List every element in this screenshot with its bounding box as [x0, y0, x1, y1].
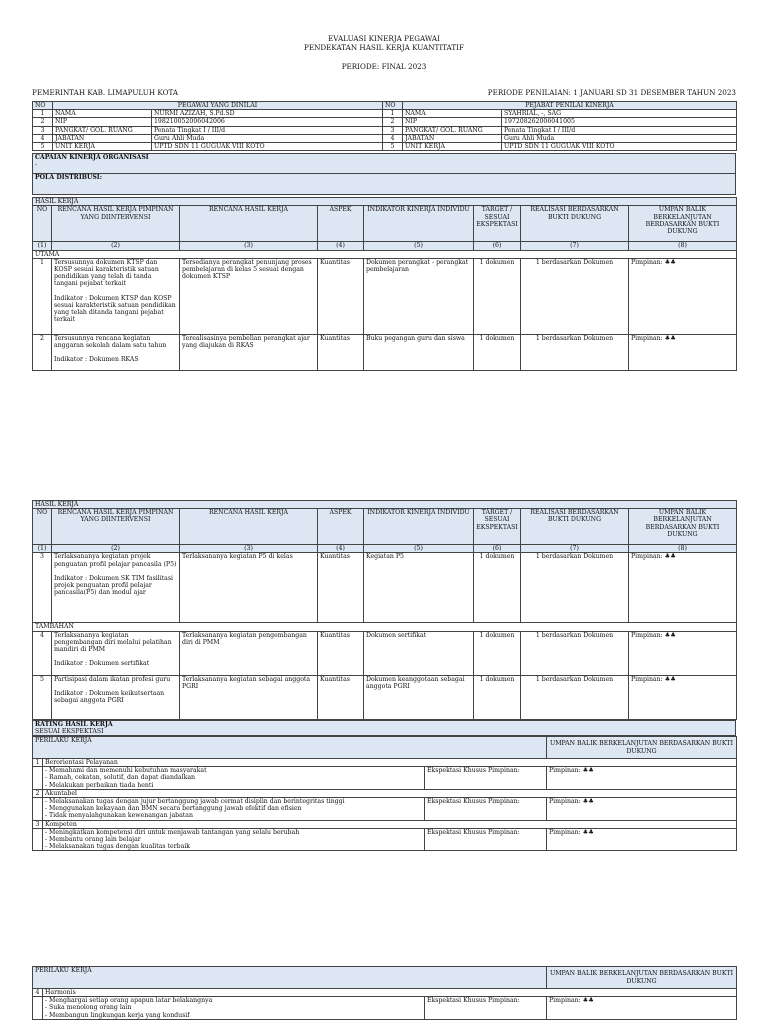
identity-row: 2 NIP 198210052006042006 2 NIP 197208262006041005	[33, 118, 737, 126]
rating-table	[32, 720, 736, 736]
ekspektasi-label: Ekspektasi Khusus Pimpinan:	[425, 798, 547, 821]
perilaku-table	[32, 736, 737, 851]
document-header	[32, 34, 736, 71]
identity-row: 4 JABATAN Guru Ahli Muda 4 JABATAN Guru Ahli Muda	[33, 134, 737, 142]
identity-section	[32, 101, 736, 371]
pegawai-nip: 198210052006042006	[152, 118, 383, 126]
col-rhk-pimpinan: RENCANA HASIL KERJA PIMPINAN YANG DIINTERVENSI	[52, 206, 180, 242]
pegawai-jabatan: Guru Ahli Muda	[152, 134, 383, 142]
identity-row: 3 PANGKAT/ GOL. RUANG Penata Tingkat I / III/d 3 PANGKAT/ GOL. RUANG Penata Tingkat I / III/d	[33, 126, 737, 134]
perilaku-detail-row: - Memahami dan memenuhi kebutuhan masyarakat - Ramah, cekatan, solutif, dan dapat diandalkan - Melakukan perbaikan tiada henti Ekspektasi Khusus Pimpinan: Pimpinan: ♣♣	[33, 767, 737, 790]
page-2	[32, 500, 736, 851]
hasil-kerja-title: HASIL KERJA	[33, 501, 737, 509]
ekspektasi-label: Ekspektasi Khusus Pimpinan:	[425, 828, 547, 851]
doc-title-1: EVALUASI KINERJA PEGAWAI	[328, 34, 440, 43]
rating-cell	[33, 720, 736, 735]
col-rhk: RENCANA HASIL KERJA	[180, 206, 318, 242]
pejabat-unit: UPTD SDN 11 GUGUAK VIII KOTO	[502, 143, 737, 151]
identity-row: 5 UNIT KERJA UPTD SDN 11 GUGUAK VIII KOTO 5 UNIT KERJA UPTD SDN 11 GUGUAK VIII KOTO	[33, 143, 737, 151]
section-utama: UTAMA	[33, 250, 737, 258]
pejabat-nip: 197208262006041005	[502, 118, 737, 126]
identity-row: 1 NAMA NURMI AZIZAH, S.Pd.SD 1 NAMA SYAHRIAL, -, SAG	[33, 110, 737, 118]
pimpinan-feedback: Pimpinan: ♣♣	[547, 997, 737, 1020]
pimpinan-feedback: Pimpinan: ♣♣	[547, 767, 737, 790]
perilaku-umpan-title: UMPAN BALIK BERKELANJUTAN BERDASARKAN BUKTI DUKUNG	[547, 967, 737, 989]
table-row: 1 Tersusunnya dokumen KTSP dan KOSP sesuai karakteristik satuan pendidikan yang telah di tanda tangani pejabat terkait Indikator : Dokumen KTSP dan KOSP sesuai karakteristik satuan pendidikan yang telah ditanda tangani pejabat terkait Tersedianya perangkat penunjang proses pembelajaran di kelas 5 sesuai dengan dokumen KTSP Kuantitas Dokumen perangkat - perangkat pembelajaran 1 dokumen 1 berdasarkan Dokumen Pimpinan: ♣♣	[33, 258, 737, 334]
pegawai-nama: NURMI AZIZAH, S.Pd.SD	[152, 110, 383, 118]
hasil-kerja-table-2: HASIL KERJA NO RENCANA HASIL KERJA PIMPINAN YANG DIINTERVENSI RENCANA HASIL KERJA ASPEK INDIKATOR KINERJA INDIVIDU TARGET / SESUAI EKSPEKTASI REALISASI BERDASARKAN BUKTI DUKUNG UMPAN BALIK BERKELANJUTAN BERDASARKAN BUKTI DUKUNG (1) (2) (3) (4) (5) (6) (7) (8) 3 Terlaksananya kegiatan projek penguatan profil pelajar pancasila (P5) Indikator : Dokumen SK TIM fasilitasi projek penguatan profil pelajar pancasila(P5) dan modul ajar Terlaksananya kegiatan P5 di kelas Kuantitas Kegiatan P5 1 dokumen 1 berdasarkan Dokumen Pimpinan: ♣♣ TAMBAHAN 4 Terlaksananya kegiatan pengembangan diri melalui pelatihan mandiri di PMM Indikator : Dokumen sertifikat Terlaksananya kegiatan pengembangan diri di PMM Kuantitas Dokumen sertifikat 1 dokumen 1 berdasarkan Dokumen Pimpinan: ♣♣ 5 Partisipasi dalam ikatan profesi guru Indikator : Dokumen keikutsertaan sebagai anggota PGRI Terlaksananya kegiatan sebagai anggota PGRI Kuantitas Dokumen keanggotaan sebagai anggota PGRI 1 dokumen 1 berdasarkan Dokumen Pimpinan: ♣♣	[32, 500, 737, 720]
perilaku-detail-row: - Meningkatkan kompetensi diri untuk menjawab tantangan yang selalu berubah - Membantu orang lain belajar - Melaksanakan tugas dengan kualitas terbaik Ekspektasi Khusus Pimpinan: Pimpinan: ♣♣	[33, 828, 737, 851]
doc-periode: PERIODE: FINAL 2023	[341, 62, 427, 71]
capaian-cell	[33, 154, 736, 174]
instansi-label: PEMERINTAH KAB. LIMAPULUH KOTA	[32, 88, 179, 97]
perilaku-name-row: 1 Berorientasi Pelayanan	[33, 759, 737, 767]
col-umpan-balik: UMPAN BALIK BERKELANJUTAN BERDASARKAN BUKTI DUKUNG	[629, 206, 737, 242]
ekspektasi-label: Ekspektasi Khusus Pimpinan:	[425, 767, 547, 790]
col-indikator: INDIKATOR KINERJA INDIVIDU	[364, 206, 474, 242]
header-info-row	[32, 88, 736, 97]
page-3	[32, 966, 736, 1020]
rating-value: SESUAI EKSPEKTASI	[35, 727, 104, 735]
pejabat-nama: SYAHRIAL, -, SAG	[502, 110, 737, 118]
perilaku-name-row: 4 Harmonis	[33, 989, 737, 997]
no-header-2: NO	[383, 102, 403, 110]
pimpinan-feedback: Pimpinan: ♣♣	[547, 828, 737, 851]
pejabat-header: PEJABAT PENILAI KINERJA	[403, 102, 737, 110]
perilaku-title: PERILAKU KERJA	[33, 967, 547, 989]
pegawai-header: PEGAWAI YANG DINILAI	[53, 102, 383, 110]
perilaku-detail-row: - Melaksanakan tugas dengan jujur bertanggung jawab cermat disiplin dan berintegritas tinggi - Menggunakan kekayaan dan BMN secara bertanggung jawab efektif dan efisien - Tidak menyalahgunakan kewenangan jabatan Ekspektasi Khusus Pimpinan: Pimpinan: ♣♣	[33, 798, 737, 821]
col-no: NO	[33, 206, 52, 242]
pimpinan-feedback: Pimpinan: ♣♣	[547, 798, 737, 821]
capaian-value: -	[35, 161, 38, 169]
pejabat-jabatan: Guru Ahli Muda	[502, 134, 737, 142]
perilaku-umpan-title: UMPAN BALIK BERKELANJUTAN BERDASARKAN BUKTI DUKUNG	[547, 737, 737, 759]
capaian-title: CAPAIAN KINERJA ORGANISASI	[35, 154, 149, 162]
ekspektasi-label: Ekspektasi Khusus Pimpinan:	[425, 997, 547, 1020]
section-tambahan: TAMBAHAN	[33, 623, 737, 631]
periode-penilaian: PERIODE PENILAIAN: 1 JANUARI SD 31 DESEMBER TAHUN 2023	[487, 88, 736, 97]
hasil-kerja-table: HASIL KERJA NO RENCANA HASIL KERJA PIMPINAN YANG DIINTERVENSI RENCANA HASIL KERJA ASPEK INDIKATOR KINERJA INDIVIDU TARGET / SESUAI EKSPEKTASI REALISASI BERDASARKAN BUKTI DUKUNG UMPAN BALIK BERKELANJUTAN BERDASARKAN BUKTI DUKUNG (1) (2) (3) (4) (5) (6) (7) (8) UTAMA 1 Tersusunnya dokumen KTSP dan KOSP sesuai karakteristik satuan pendidikan yang telah di tanda tangani pejabat terkait Indikator : Dokumen KTSP dan KOSP sesuai karakteristik satuan pendidikan yang telah ditanda tangani pejabat terkait Tersedianya perangkat penunjang proses pembelajaran di kelas 5 sesuai dengan dokumen KTSP Kuantitas Dokumen perangkat - perangkat pembelajaran 1 dokumen 1 berdasarkan Dokumen Pimpinan: ♣♣ 2 Tersusunnya rencana kegiatan anggaran sekolah dalam satu tahun Indikator : Dokumen RKAS Terealisasinya pembelian perangkat ajar yang diajukan di RKAS Kuantitas Buku pegangan guru dan siswa 1 dokumen 1 berdasarkan Dokumen Pimpinan: ♣♣	[32, 197, 737, 371]
perilaku-title: PERILAKU KERJA	[33, 737, 547, 759]
perilaku-name-row: 2 Akuntabel	[33, 789, 737, 797]
doc-title-2: PENDEKATAN HASIL KERJA KUANTITATIF	[304, 43, 464, 52]
hasil-kerja-title: HASIL KERJA	[33, 198, 737, 206]
perilaku-table-2	[32, 966, 737, 1020]
col-target: TARGET / SESUAI EKSPEKTASI	[474, 206, 521, 242]
table-row: 5 Partisipasi dalam ikatan profesi guru Indikator : Dokumen keikutsertaan sebagai anggota PGRI Terlaksananya kegiatan sebagai anggota PGRI Kuantitas Dokumen keanggotaan sebagai anggota PGRI 1 dokumen 1 berdasarkan Dokumen Pimpinan: ♣♣	[33, 675, 737, 719]
table-row: 3 Terlaksananya kegiatan projek penguatan profil pelajar pancasila (P5) Indikator : Dokumen SK TIM fasilitasi projek penguatan profil pelajar pancasila(P5) dan modul ajar Terlaksananya kegiatan P5 di kelas Kuantitas Kegiatan P5 1 dokumen 1 berdasarkan Dokumen Pimpinan: ♣♣	[33, 553, 737, 623]
perilaku-name-row: 3 Kompeten	[33, 820, 737, 828]
pejabat-pangkat: Penata Tingkat I / III/d	[502, 126, 737, 134]
col-realisasi: REALISASI BERDASARKAN BUKTI DUKUNG	[521, 206, 629, 242]
pola-title: POLA DISTRIBUSI:	[33, 174, 736, 195]
rating-title: RATING HASIL KERJA	[35, 720, 113, 728]
identity-table	[32, 101, 737, 151]
pegawai-pangkat: Penata Tingkat I / III/d	[152, 126, 383, 134]
pegawai-unit: UPTD SDN 11 GUGUAK VIII KOTO	[152, 143, 383, 151]
table-row: 2 Tersusunnya rencana kegiatan anggaran sekolah dalam satu tahun Indikator : Dokumen RKAS Terealisasinya pembelian perangkat ajar yang diajukan di RKAS Kuantitas Buku pegangan guru dan siswa 1 dokumen 1 berdasarkan Dokumen Pimpinan: ♣♣	[33, 334, 737, 370]
capaian-table	[32, 153, 736, 195]
table-row: 4 Terlaksananya kegiatan pengembangan diri melalui pelatihan mandiri di PMM Indikator : Dokumen sertifikat Terlaksananya kegiatan pengembangan diri di PMM Kuantitas Dokumen sertifikat 1 dokumen 1 berdasarkan Dokumen Pimpinan: ♣♣	[33, 631, 737, 675]
no-header: NO	[33, 102, 53, 110]
col-aspek: ASPEK	[318, 206, 364, 242]
perilaku-detail-row: - Menghargai setiap orang apapun latar belakangnya - Suka menolong orang lain - Membangun lingkungan kerja yang kondusif Ekspektasi Khusus Pimpinan: Pimpinan: ♣♣	[33, 997, 737, 1020]
